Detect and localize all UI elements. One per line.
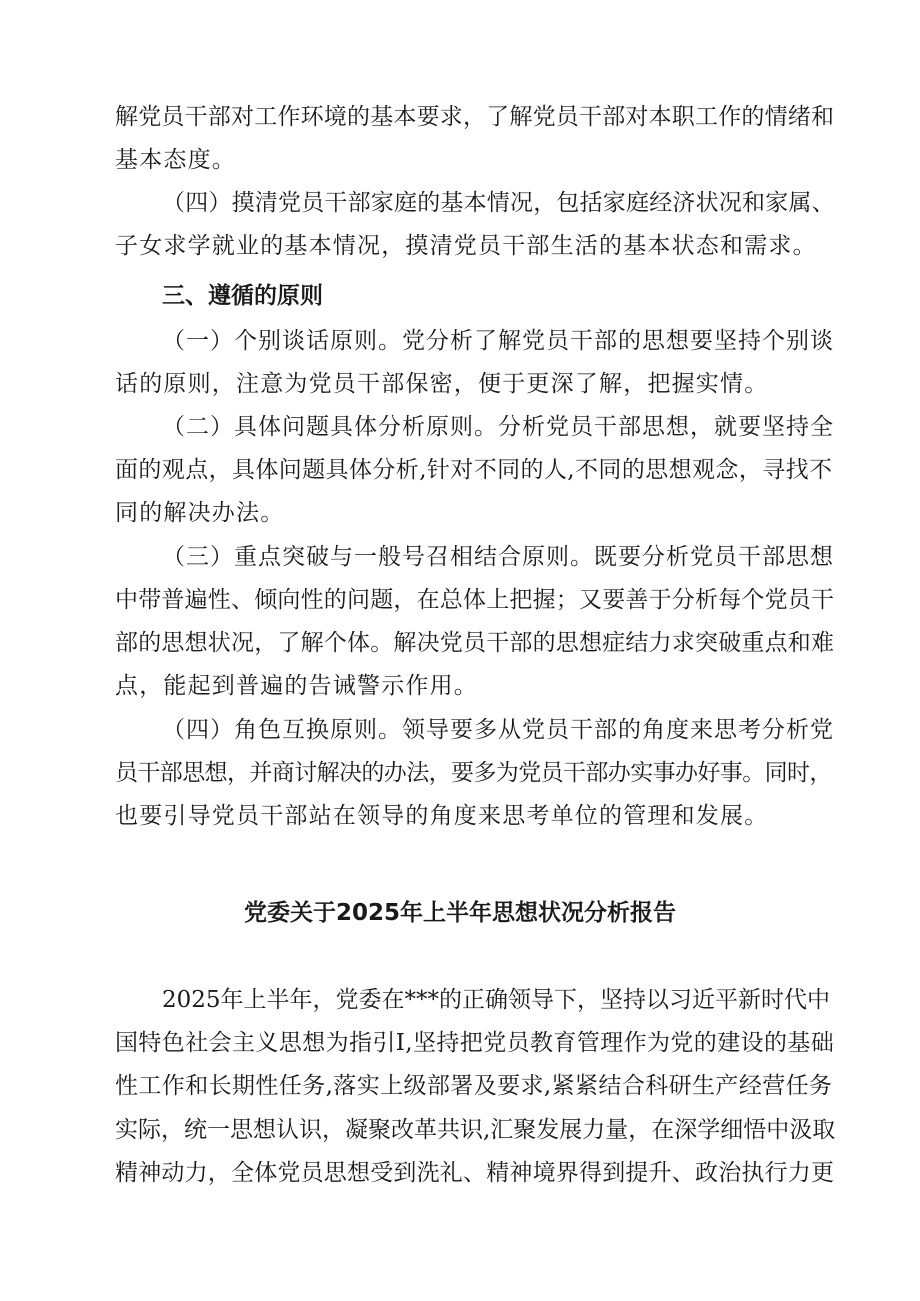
paragraph-line: 性工作和长期性任务,落实上级部署及要求,紧紧结合科研生产经营任务	[115, 1073, 833, 1099]
paragraph-line: 国特色社会主义思想为指引I,坚持把党员教育管理作为党的建设的基础	[115, 1030, 835, 1056]
paragraph-line: 也要引导党员干部站在领导的角度来思考单位的管理和发展。	[115, 803, 769, 829]
paragraph-line: 精神动力，全体党员思想受到洗礼、精神境界得到提升、政治执行力更	[115, 1160, 835, 1186]
paragraph-line: 基本态度。	[115, 147, 236, 173]
paragraph-line: （二）具体问题具体分析原则。分析党员干部思想，就要坚持全	[162, 414, 834, 440]
paragraph-line: 中带普遍性、倾向性的问题，在总体上把握；又要善于分析每个党员干	[115, 587, 835, 613]
report-title: 党委关于2025年上半年思想状况分析报告	[243, 900, 676, 926]
paragraph-line: 话的原则，注意为党员干部保密，便于更深了解，把握实情。	[115, 371, 769, 397]
paragraph-line: 点，能起到普遍的告诫警示作用。	[115, 673, 478, 699]
paragraph-line: 实际，统一思想认识，凝聚改革共识,汇聚发展力量，在深学细悟中汲取	[115, 1117, 836, 1143]
paragraph-line: 部的思想状况，了解个体。解决党员干部的思想症结力求突破重点和难	[115, 630, 835, 656]
paragraph-line: 2025年上半年，党委在***的正确领导下，坚持以习近平新时代中	[162, 987, 831, 1013]
paragraph-line: 同的解决办法。	[115, 500, 285, 526]
paragraph-line: 解党员干部对工作环境的基本要求，了解党员干部对本职工作的情绪和	[115, 104, 835, 130]
paragraph-line: （三）重点突破与一般号召相结合原则。既要分析党员干部思想	[162, 544, 834, 570]
paragraph-line: 面的观点，具体问题具体分析,针对不同的人,不同的思想观念，寻找不	[115, 457, 833, 483]
section-heading: 三、遵循的原则	[162, 283, 323, 309]
paragraph-line: （四）角色互换原则。领导要多从党员干部的角度来思考分析党	[162, 717, 834, 743]
paragraph-line: 子女求学就业的基本情况，摸清党员干部生活的基本状态和需求。	[115, 233, 817, 259]
paragraph-line: 员干部思想，并商讨解决的办法，要多为党员干部办实事办好事。同时，	[115, 760, 832, 786]
paragraph-line: （一）个别谈话原则。党分析了解党员干部的思想要坚持个别谈	[162, 328, 834, 354]
paragraph-line: （四）摸清党员干部家庭的基本情况，包括家庭经济状况和家属、	[162, 190, 835, 216]
